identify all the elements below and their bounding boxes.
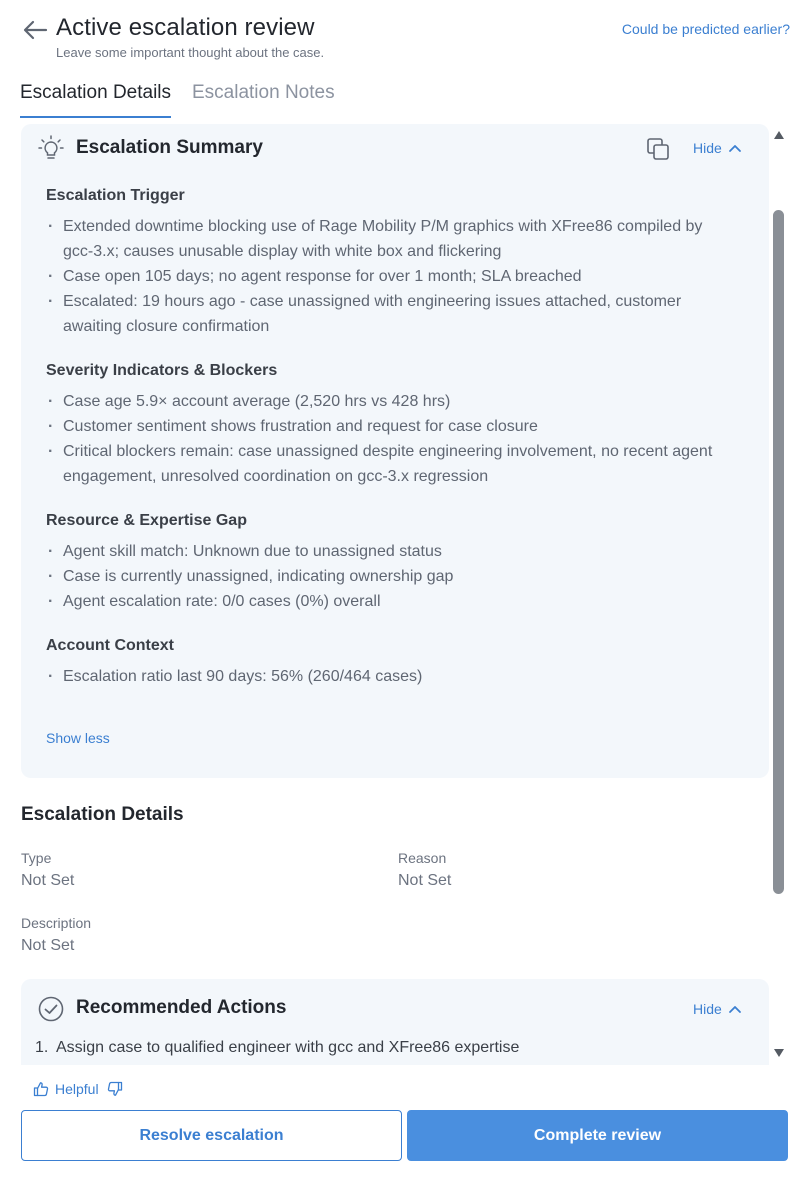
actions-hide-button[interactable]: [693, 1001, 742, 1017]
list-item: · Case open 105 days; no agent response for over 1 month; SLA breached: [46, 264, 736, 289]
trigger-list: [46, 214, 736, 339]
recommended-actions-card: [21, 979, 769, 1065]
feedback-bar: [33, 1081, 123, 1097]
summary-hide-button[interactable]: [693, 140, 742, 156]
account-context-list: [46, 664, 736, 689]
summary-hide-label: Hide: [693, 140, 722, 156]
list-item: · Case age 5.9× account average (2,520 hrs vs 428 hrs): [46, 389, 736, 414]
summary-title: Escalation Summary: [76, 137, 263, 158]
complete-review-button[interactable]: Complete review: [407, 1110, 788, 1161]
escalation-summary-card: [21, 124, 769, 778]
type-value: Not Set: [21, 872, 75, 889]
reason-value: Not Set: [398, 872, 452, 889]
tab-bar: [20, 82, 780, 118]
section-heading-account-context: Account Context: [46, 637, 174, 654]
list-item: · Agent escalation rate: 0/0 cases (0%) overall: [46, 589, 736, 614]
list-item: · Customer sentiment shows frustration and request for case closure: [46, 414, 736, 439]
list-item: · Critical blockers remain: case unassigned despite engineering involvement, no recent agent engagement, unresolved coordination on gcc-3.x regression: [46, 439, 736, 489]
resolve-escalation-button[interactable]: Resolve escalation: [21, 1110, 402, 1161]
details-section-title: Escalation Details: [21, 804, 184, 825]
predicted-earlier-link[interactable]: Could be predicted earlier?: [621, 21, 790, 37]
list-item: · Escalated: 19 hours ago - case unassigned with engineering issues attached, customer awaiting closure confirmation: [46, 289, 736, 339]
resource-gap-list: [46, 539, 736, 614]
scroll-down-arrow-icon[interactable]: [773, 1048, 785, 1058]
copy-icon[interactable]: [645, 136, 671, 162]
lightbulb-icon: [37, 134, 65, 162]
section-heading-resource-gap: Resource & Expertise Gap: [46, 512, 247, 529]
tab-escalation-details[interactable]: Escalation Details: [20, 82, 171, 118]
scroll-up-arrow-icon[interactable]: [773, 130, 785, 140]
severity-list: [46, 389, 736, 489]
section-heading-severity: Severity Indicators & Blockers: [46, 362, 278, 379]
section-heading-trigger: Escalation Trigger: [46, 187, 185, 204]
thumbs-down-icon[interactable]: [107, 1081, 123, 1097]
list-item: · Case is currently unassigned, indicating ownership gap: [46, 564, 736, 589]
thumbs-up-icon[interactable]: [33, 1081, 49, 1097]
action-number: 1.: [35, 1039, 49, 1056]
check-circle-icon: [37, 995, 65, 1023]
actions-hide-label: Hide: [693, 1001, 722, 1017]
page-subtitle: Leave some important thought about the case.: [56, 45, 325, 60]
description-value: Not Set: [21, 937, 75, 954]
scrollbar-thumb[interactable]: [773, 210, 784, 894]
list-item: · Extended downtime blocking use of Rage Mobility P/M graphics with XFree86 compiled by gcc-3.x; causes unusable display with white box and flickering: [46, 214, 736, 264]
helpful-label[interactable]: Helpful: [55, 1081, 99, 1097]
tab-escalation-notes[interactable]: Escalation Notes: [192, 82, 335, 103]
recommended-actions-title: Recommended Actions: [76, 997, 287, 1018]
back-arrow-icon[interactable]: [22, 18, 48, 42]
action-text: Assign case to qualified engineer with gcc and XFree86 expertise: [56, 1039, 520, 1056]
description-label: Description: [21, 915, 92, 931]
chevron-up-icon: [728, 141, 742, 155]
chevron-up-icon: [728, 1002, 742, 1016]
page-header: [20, 14, 790, 64]
recommended-action-item: [35, 1039, 519, 1057]
list-item: · Agent skill match: Unknown due to unassigned status: [46, 539, 736, 564]
content-scroll-area[interactable]: [0, 124, 770, 1065]
vertical-scrollbar[interactable]: [771, 124, 787, 1065]
list-item: · Escalation ratio last 90 days: 56% (260/464 cases): [46, 664, 736, 689]
show-less-link[interactable]: Show less: [46, 730, 110, 746]
type-label: Type: [21, 850, 52, 866]
page-title: Active escalation review: [56, 14, 315, 41]
reason-label: Reason: [398, 850, 447, 866]
